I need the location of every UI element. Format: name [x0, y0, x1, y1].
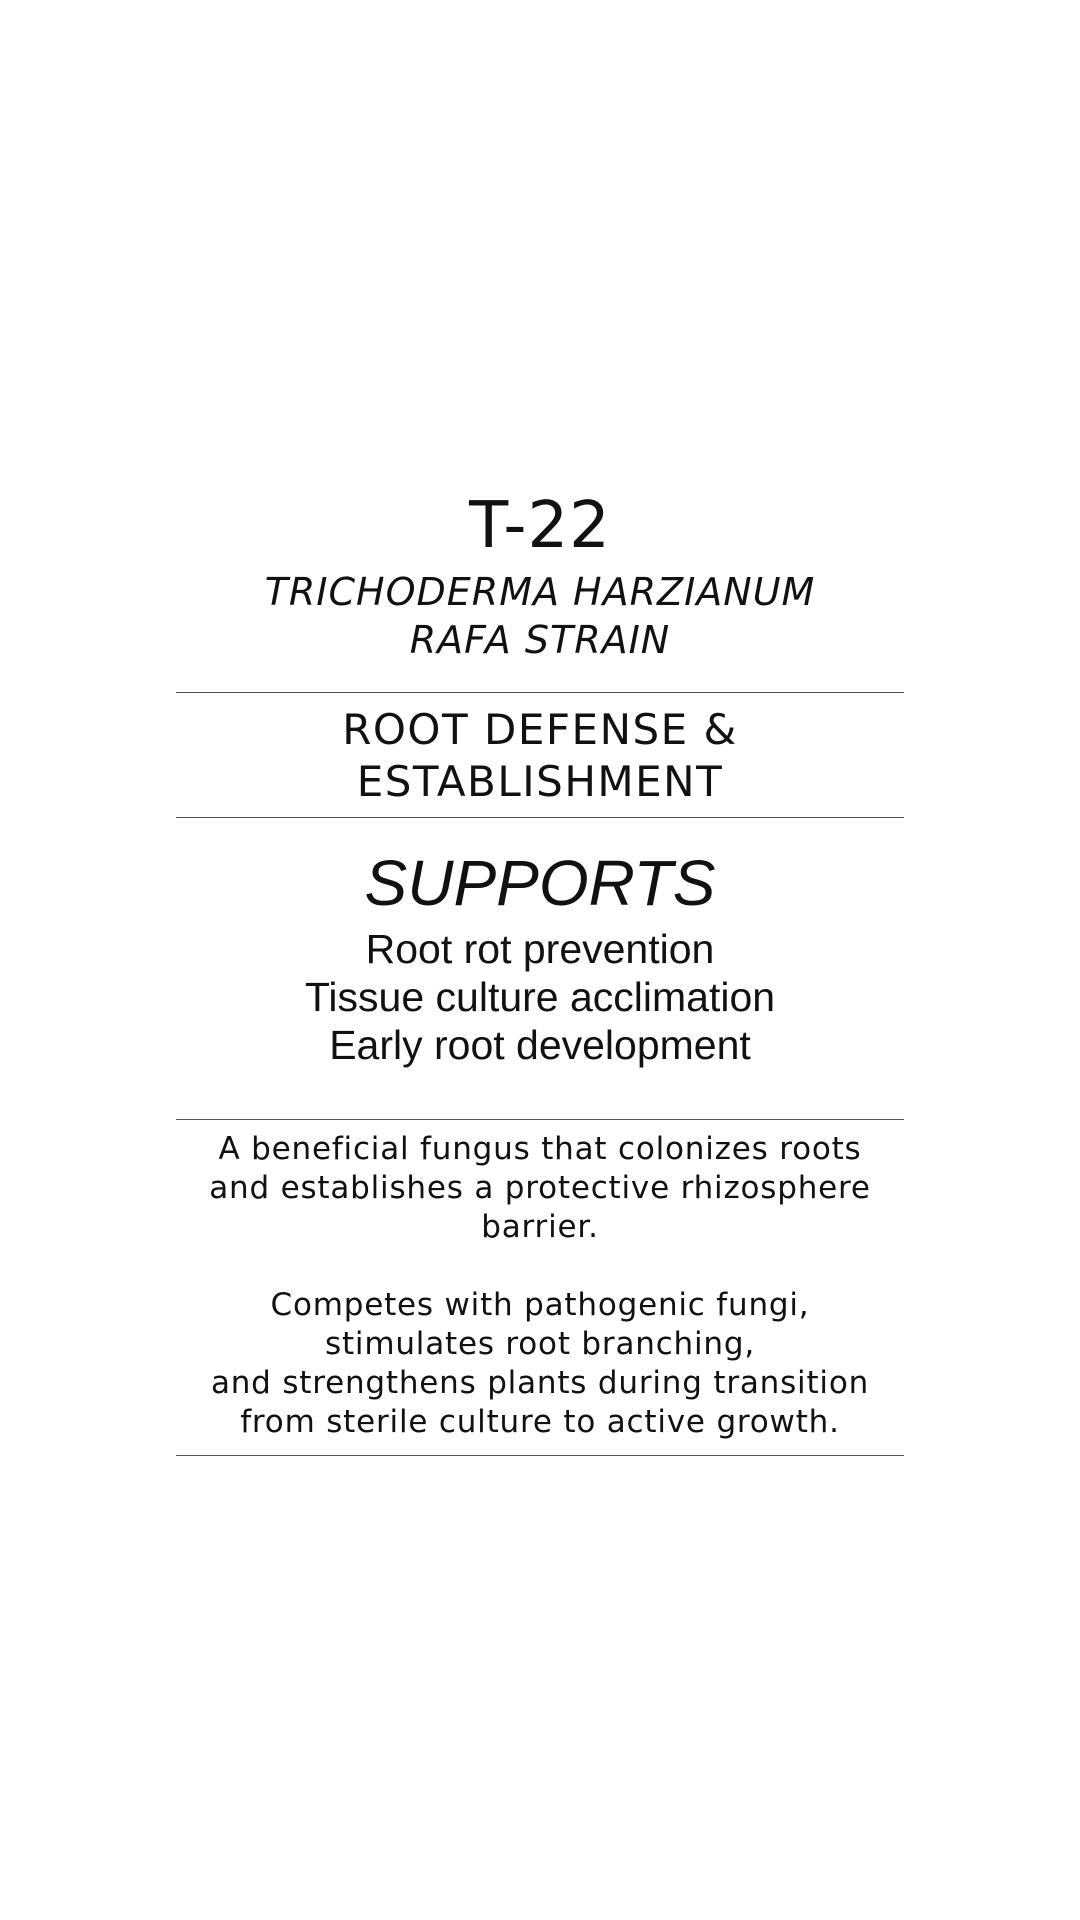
description-line: Competes with pathogenic fungi, [270, 1287, 810, 1323]
organism-name-line: TRICHODERMA HARZIANUM [264, 570, 816, 614]
product-description [176, 1130, 904, 1442]
divider-top [176, 692, 904, 693]
organism-name [176, 568, 904, 664]
headline-line: ROOT DEFENSE & [342, 705, 738, 754]
product-card [176, 0, 904, 1920]
description-line: stimulates root branching, [325, 1326, 755, 1362]
description-line: barrier. [481, 1209, 599, 1245]
organism-name-line: RAFA STRAIN [409, 618, 671, 662]
supports-list [176, 925, 904, 1069]
description-line: and establishes a protective rhizosphere [209, 1170, 871, 1206]
headline-line: ESTABLISHMENT [356, 757, 724, 806]
supports-item: Tissue culture acclimation [304, 974, 776, 1020]
product-headline [176, 704, 904, 808]
description-paragraph [176, 1286, 904, 1442]
product-code: T-22 [469, 489, 611, 563]
description-line: from sterile culture to active growth. [240, 1404, 840, 1440]
supports-heading: SUPPORTS [364, 847, 716, 919]
supports-item: Early root development [329, 1022, 751, 1068]
divider-headline [176, 817, 904, 818]
description-line: A beneficial fungus that colonizes roots [218, 1131, 862, 1167]
divider-bottom [176, 1455, 904, 1456]
divider-supports [176, 1119, 904, 1120]
description-line: and strengthens plants during transition [210, 1365, 870, 1401]
supports-item: Root rot prevention [365, 926, 715, 972]
description-paragraph [176, 1130, 904, 1247]
